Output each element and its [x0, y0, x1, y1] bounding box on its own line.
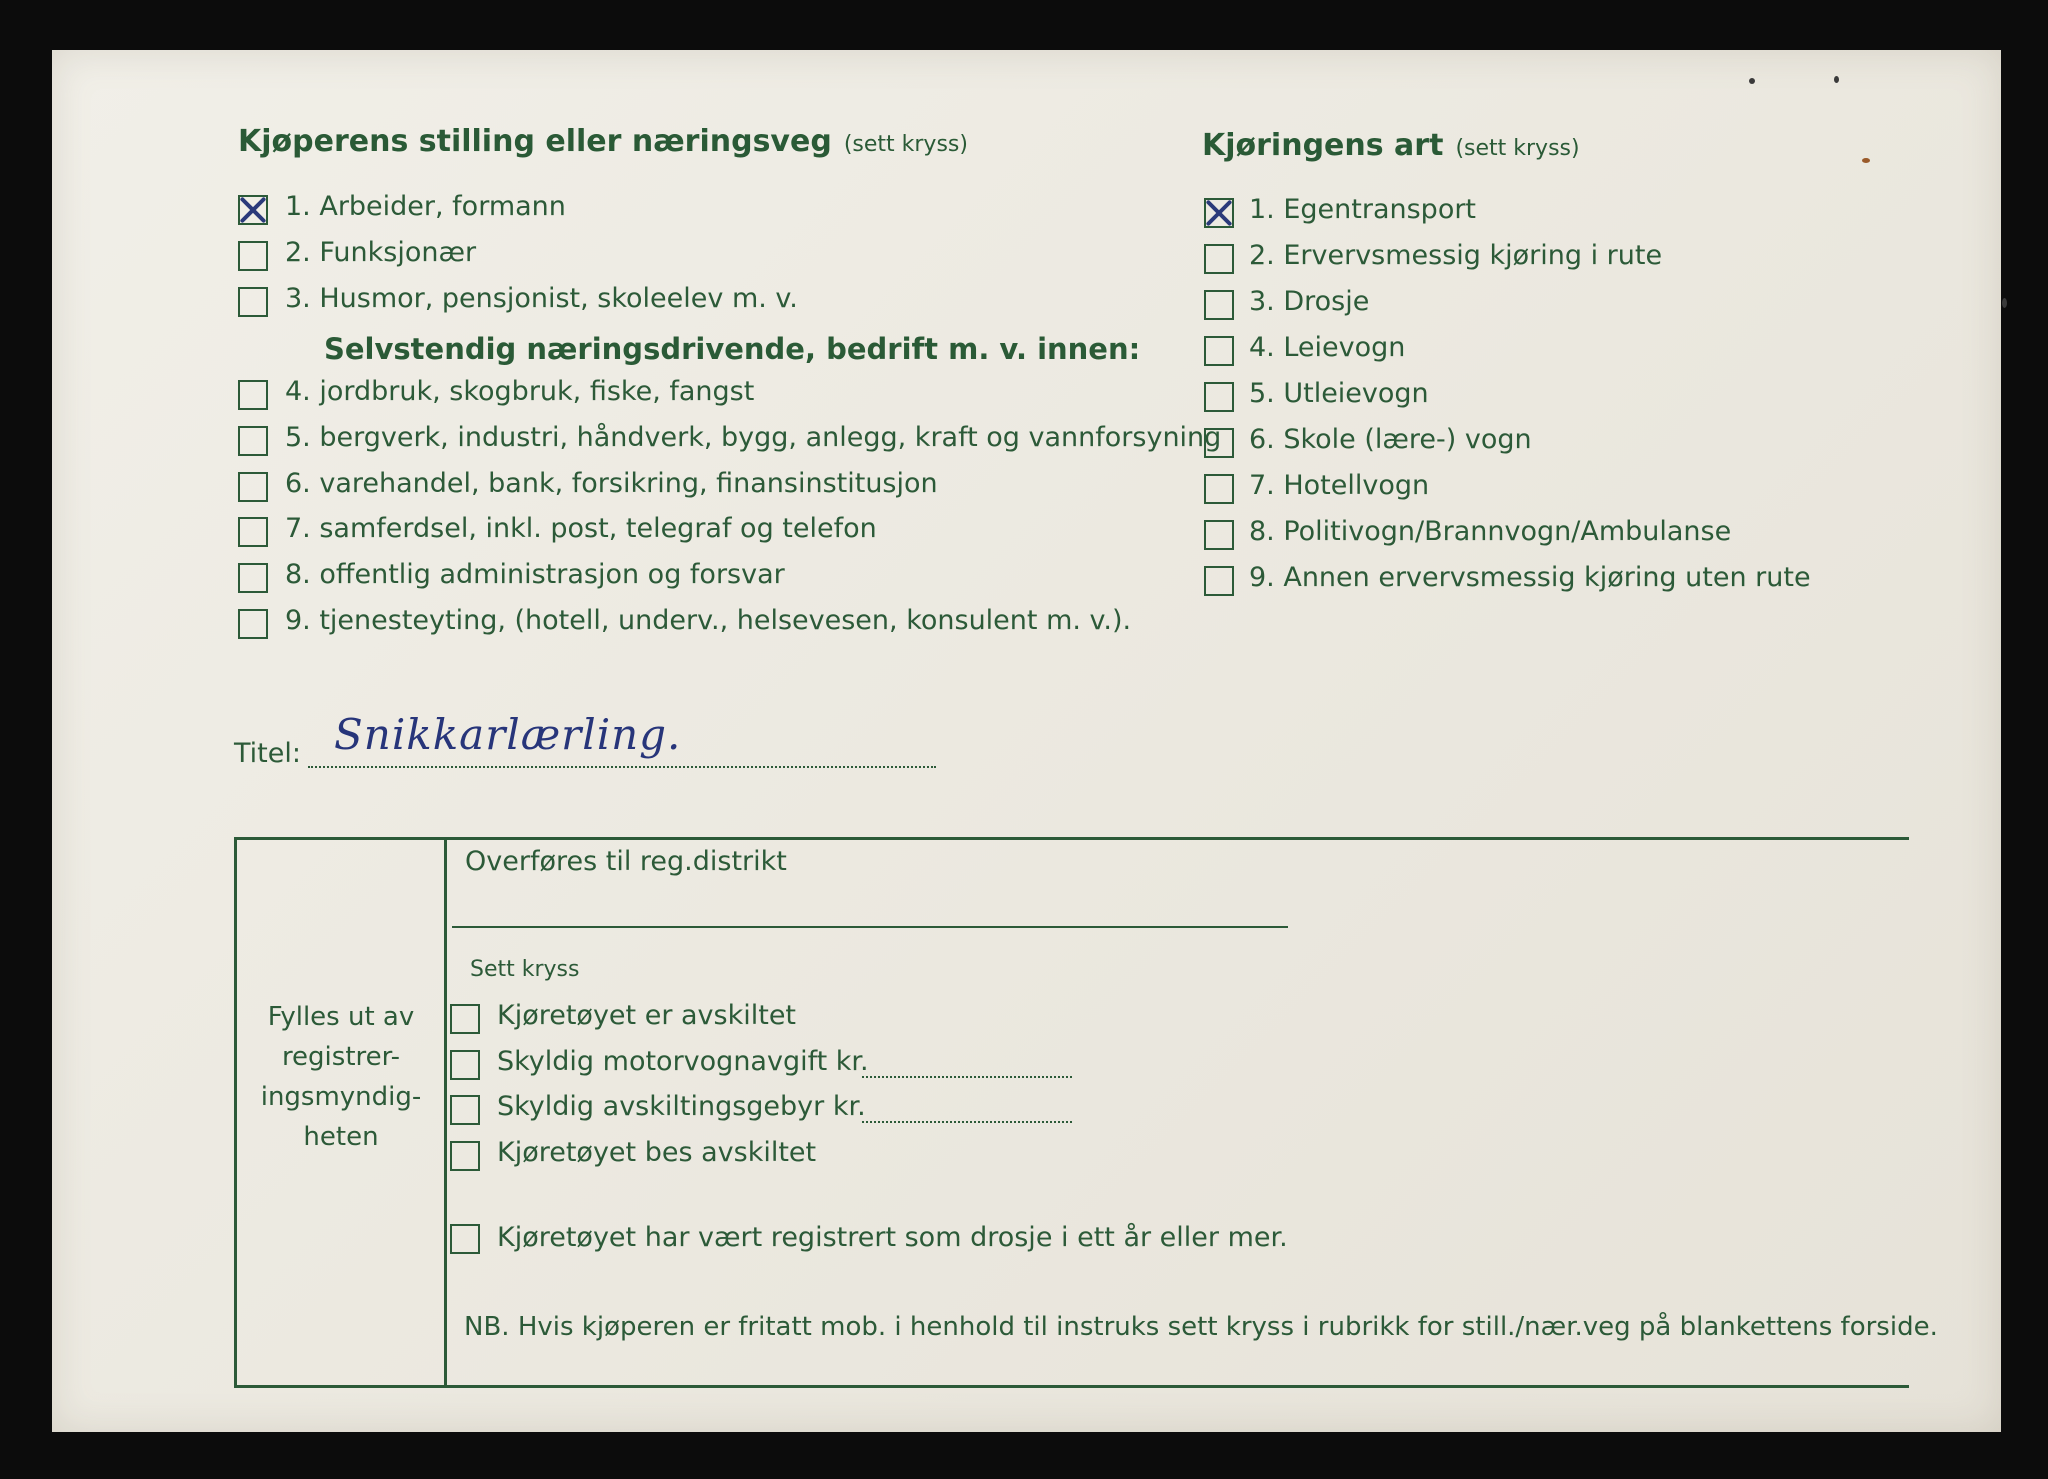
checkbox[interactable] [1204, 244, 1234, 274]
heading-text: Kjøperens stilling eller næringsveg [238, 124, 832, 159]
checkbox-label: 1. Arbeider, formann [285, 191, 566, 222]
registry-checkbox[interactable] [450, 1095, 480, 1125]
checkbox[interactable] [238, 517, 268, 547]
checkbox-label: 5. Utleievogn [1249, 378, 1429, 409]
checkbox[interactable] [1204, 290, 1234, 320]
heading-text: Kjøringens art [1202, 128, 1444, 163]
title-label: Titel: [234, 738, 301, 769]
transfer-district-label: Overføres til reg.distrikt [465, 846, 787, 877]
registry-checkbox[interactable] [450, 1004, 480, 1034]
checkbox[interactable] [1204, 382, 1234, 412]
nb-note: NB. Hvis kjøperen er fritatt mob. i henhold til instruks sett kryss i rubrikk for still./nær.veg på blankettens forside. [464, 1312, 1938, 1342]
amount-dotted-line[interactable] [862, 1121, 1072, 1123]
registry-check-label: Kjøretøyet bes avskiltet [497, 1136, 817, 1168]
transfer-district-line[interactable] [452, 926, 1288, 928]
scan-speck [1862, 158, 1870, 163]
scan-speck [1834, 76, 1839, 83]
box-left-border [234, 837, 237, 1388]
checkbox[interactable] [238, 380, 268, 410]
checkbox-label: 4. jordbruk, skogbruk, fiske, fangst [285, 376, 755, 407]
checkbox-label: 6. varehandel, bank, forsikring, finansinstitusjon [285, 467, 938, 499]
buyer-occupation-heading [238, 124, 968, 159]
driving-type-heading [1202, 128, 1580, 163]
checkbox-label: 9. tjenesteyting, (hotell, underv., helsevesen, konsulent m. v.). [285, 605, 1132, 636]
checkbox-label: 7. Hotellvogn [1249, 470, 1430, 501]
checkbox-label: 8. Politivogn/Brannvogn/Ambulanse [1249, 516, 1732, 547]
checkbox[interactable] [238, 472, 268, 502]
amount-dotted-line[interactable] [862, 1076, 1072, 1078]
checkbox-label: 2. Funksjonær [285, 237, 477, 268]
checkbox[interactable] [238, 287, 268, 317]
box-bottom-border [234, 1385, 1909, 1388]
checkbox[interactable] [238, 563, 268, 593]
checkbox-label: 1. Egentransport [1249, 194, 1477, 225]
checkbox[interactable] [238, 426, 268, 456]
box-divider [444, 837, 447, 1388]
checkbox[interactable] [1204, 198, 1234, 228]
checkbox[interactable] [1204, 566, 1234, 596]
checkbox-label: 2. Ervervsmessig kjøring i rute [1249, 240, 1663, 271]
registry-check-label: Skyldig avskiltingsgebyr kr. [497, 1091, 866, 1122]
checkbox[interactable] [238, 241, 268, 271]
checkbox-label: 5. bergverk, industri, håndverk, bygg, anlegg, kraft og vannforsyning [285, 421, 1222, 453]
registry-check-label: Skyldig motorvognavgift kr. [497, 1045, 869, 1077]
form-card [52, 50, 2001, 1432]
registry-side-text: Fylles ut av registrer-ingsmyndig-heten [260, 1002, 422, 1152]
title-handwritten-value[interactable]: Snikkarlærling. [334, 710, 682, 759]
checkbox[interactable] [1204, 428, 1234, 458]
checkbox-label: 3. Drosje [1249, 286, 1370, 317]
checkbox-label: 8. offentlig administrasjon og forsvar [285, 559, 785, 591]
checkbox-label: 4. Leievogn [1249, 332, 1406, 363]
checkbox[interactable] [238, 195, 268, 225]
drosje-checkbox[interactable] [450, 1224, 480, 1254]
checkbox[interactable] [238, 609, 268, 639]
registry-checkbox[interactable] [450, 1141, 480, 1171]
scan-speck [1749, 78, 1755, 84]
registry-checkbox[interactable] [450, 1050, 480, 1080]
heading-note: (sett kryss) [843, 132, 968, 157]
checkbox-label: 3. Husmor, pensjonist, skoleelev m. v. [285, 283, 798, 314]
checkbox[interactable] [1204, 520, 1234, 550]
checkbox[interactable] [1204, 474, 1234, 504]
title-dotted-line [308, 766, 936, 768]
scan-speck [2002, 298, 2007, 308]
checkbox-label: 7. samferdsel, inkl. post, telegraf og telefon [285, 513, 877, 545]
heading-note: (sett kryss) [1455, 136, 1580, 161]
checkbox[interactable] [1204, 336, 1234, 366]
checkbox-label: 6. Skole (lære-) vogn [1249, 424, 1532, 455]
sett-kryss-label: Sett kryss [470, 957, 580, 982]
self-employed-subheading: Selvstendig næringsdrivende, bedrift m. v. innen: [324, 332, 1141, 366]
registry-check-label: Kjøretøyet er avskiltet [497, 1000, 797, 1031]
checkbox-label: 9. Annen ervervsmessig kjøring uten rute [1249, 562, 1811, 593]
box-top-border [234, 837, 1909, 840]
drosje-check-label: Kjøretøyet har vært registrert som drosje i ett år eller mer. [497, 1222, 1288, 1253]
